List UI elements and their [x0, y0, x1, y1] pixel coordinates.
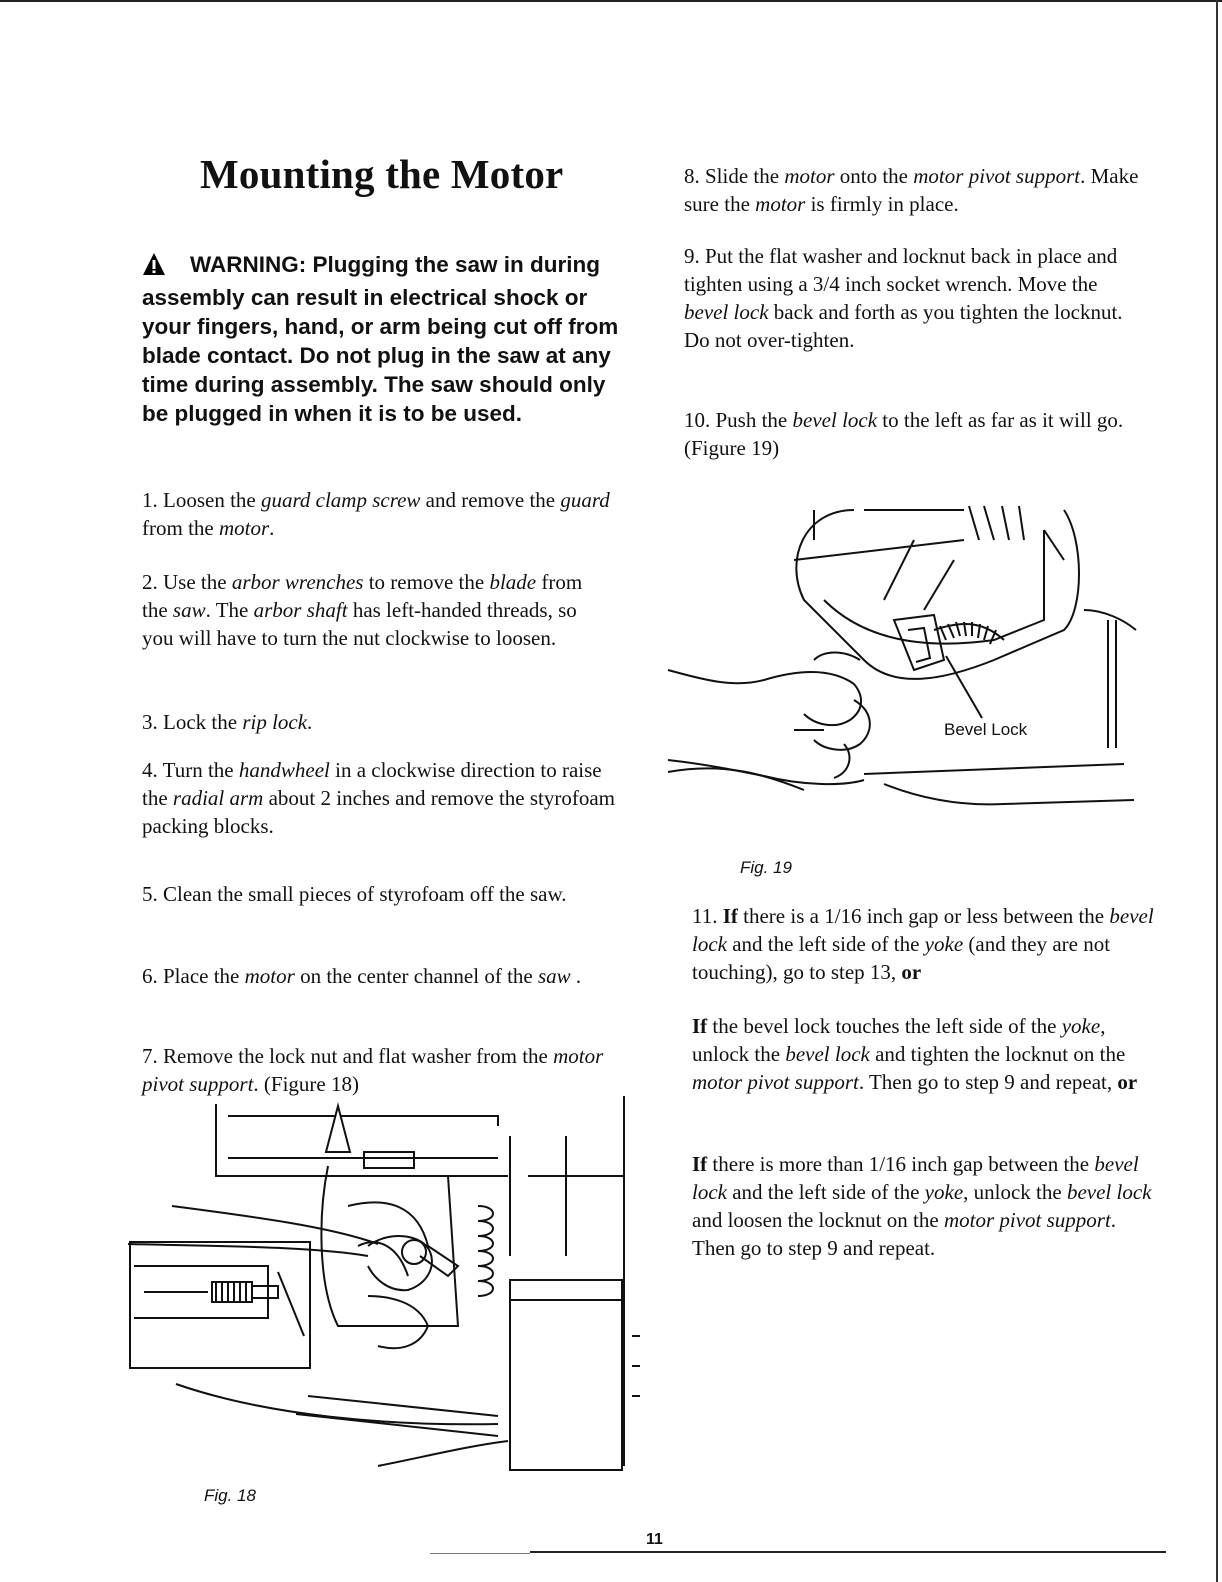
step-11: 11. If there is a 1/16 inch gap or less between the bevel lock and the left side of the yoke (and they are not touching), go to step 13, or	[692, 904, 1154, 984]
step-8: 8. Slide the motor onto the motor pivot support. Make sure the motor is firmly in place.	[684, 164, 1139, 216]
step-10: 10. Push the bevel lock to the left as far as it will go. (Figure 19)	[684, 408, 1124, 460]
figure-18-caption: Fig. 18	[204, 1486, 256, 1505]
footer-rule-faint	[430, 1553, 530, 1554]
step-11-case-gap: If there is more than 1/16 inch gap between the bevel lock and the left side of the yoke, unlock the bevel lock and loosen the locknut on the motor pivot support. Then go to step 9 and repeat.	[692, 1152, 1152, 1260]
step-7: 7. Remove the lock nut and flat washer from the motor pivot support. (Figure 18)	[142, 1044, 604, 1096]
figure-19-caption: Fig. 19	[740, 858, 792, 877]
step-3: 3. Lock the rip lock.	[142, 710, 313, 734]
step-9: 9. Put the flat washer and locknut back in place and tighten using a 3/4 inch socket wrench. Move the bevel lock back and forth as you tighten the locknut. Do not over-tighten.	[684, 244, 1123, 352]
bevel-lock-label: Bevel Lock	[944, 720, 1028, 739]
page-top-edge	[0, 0, 1222, 2]
step-11-case-touching: If the bevel lock touches the left side of the yoke, unlock the bevel lock and tighten the locknut on the motor pivot support. Then go to step 9 and repeat, or	[692, 1014, 1138, 1094]
step-5: 5. Clean the small pieces of styrofoam off the saw.	[142, 882, 567, 906]
warning-triangle-icon	[142, 252, 188, 283]
warning-text: WARNING: Plugging the saw in during assembly can result in electrical shock or your fingers, hand, or arm being cut off from blade contact. Do not plug in the saw at any time during assembly. The saw should only be plugged in when it is to be used.	[142, 252, 619, 426]
page-right-edge	[1216, 0, 1218, 1582]
page-number: 11	[646, 1531, 663, 1548]
step-6: 6. Place the motor on the center channel of the saw .	[142, 964, 582, 988]
footer-rule	[530, 1551, 1166, 1553]
step-4: 4. Turn the handwheel in a clockwise direction to raise the radial arm about 2 inches and remove the styrofoam packing blocks.	[142, 758, 615, 838]
step-1: 1. Loosen the guard clamp screw and remove the guard from the motor.	[142, 488, 610, 540]
figure-19-illustration	[664, 500, 1144, 820]
step-2: 2. Use the arbor wrenches to remove the blade from the saw. The arbor shaft has left-handed threads, so you will have to turn the nut clockwise to loosen.	[142, 570, 583, 650]
page-title: Mounting the Motor	[200, 151, 564, 197]
figure-18-illustration	[128, 1096, 640, 1476]
warning-block	[142, 250, 627, 428]
